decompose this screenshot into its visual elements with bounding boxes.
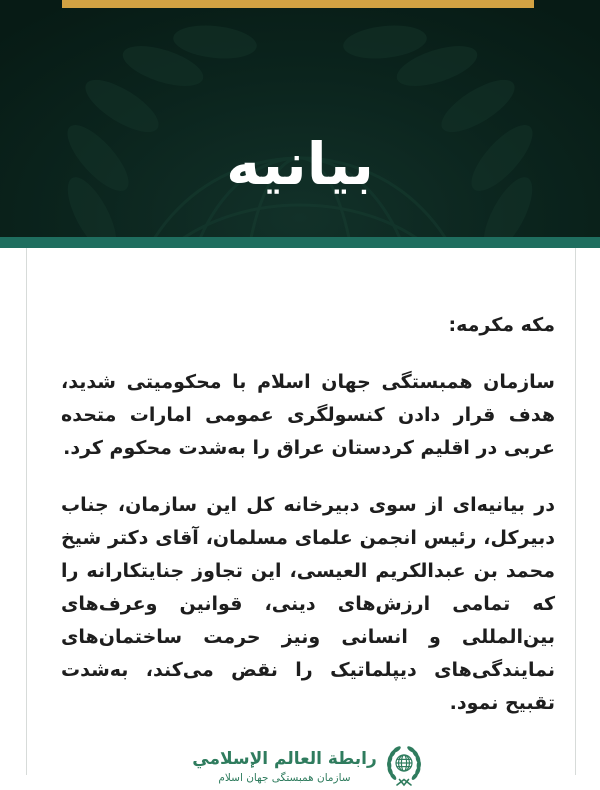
logo-wordmark — [192, 749, 376, 785]
dateline-heading: مکه مکرمه: — [448, 314, 555, 336]
statement-title: بیانیه — [226, 130, 374, 198]
statement-card — [26, 248, 576, 784]
teal-divider-bar — [0, 237, 600, 248]
statement-paragraph-1: سازمان همبستگی جهان اسلام با محکومیتی شدید، هدف قرار دادن کنسولگری عمومی امارات متحده عربی در اقلیم کردستان عراق را به‌شدت محکوم کرد. — [61, 371, 555, 459]
logo-arabic-name: رابطة العالم الإسلامي — [192, 749, 377, 769]
statement-paragraph-2: در بیانیه‌ای از سوی دبیرخانه کل این سازمان، جناب دبیرکل، رئیس انجمن علمای مسلمان، آقای دکتر شیخ محمد بن عبدالکریم العیسی، این تجاوز جنایتکارانه را که تمامی ارزش‌های دینی، قوانین وعرف‌های بین‌المللی و انسانی ونیز حرمت ساختمان‌های نمایندگی‌های دیپلماتیک را نقض می‌کند، به‌شدت تقبیح نمود. — [61, 494, 555, 714]
logo-persian-name: سازمان همبستگی جهان اسلام — [218, 772, 351, 784]
globe-wreath-emblem-icon — [384, 744, 424, 790]
statement-header — [0, 0, 600, 237]
organization-logo — [61, 744, 555, 790]
